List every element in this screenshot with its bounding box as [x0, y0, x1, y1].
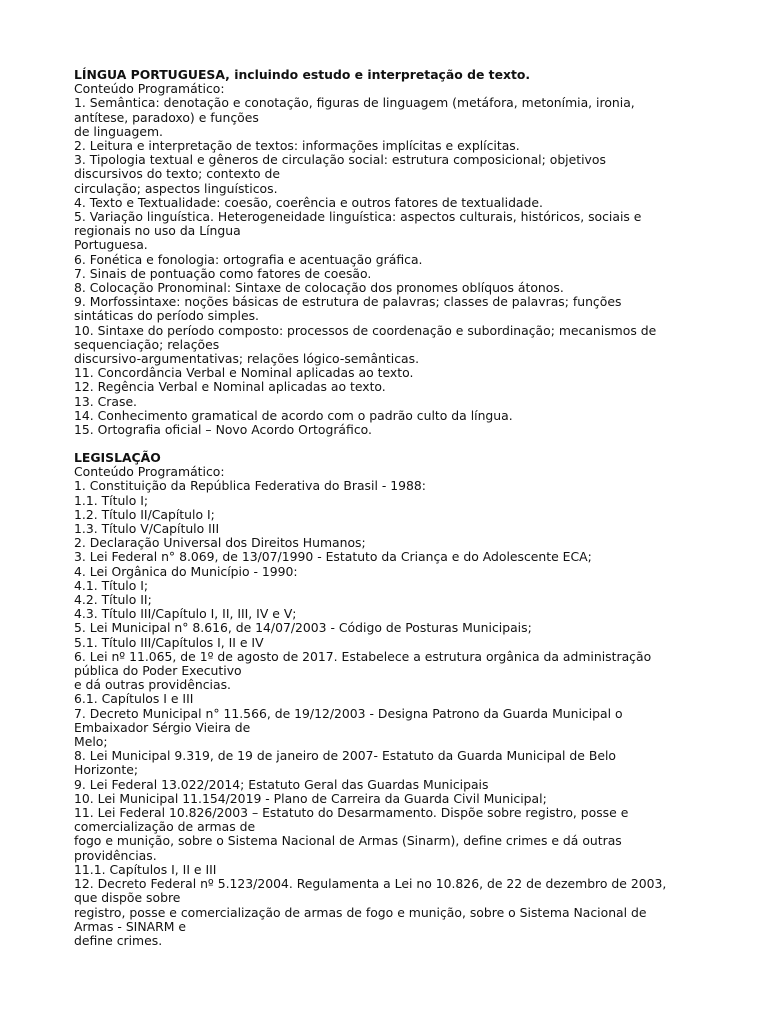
- text-line: Conteúdo Programático:: [74, 81, 225, 97]
- section-heading: LÍNGUA PORTUGUESA, incluindo estudo e interpretação de texto.: [74, 67, 531, 82]
- text-line: 1.2. Título II/Capítulo I;: [74, 506, 215, 522]
- text-line: 9. Lei Federal 13.022/2014; Estatuto Geral das Guardas Municipais: [74, 776, 489, 792]
- text-line: 6.1. Capítulos I e III: [74, 691, 194, 707]
- text-line: 1. Semântica: denotação e conotação, figuras de linguagem (metáfora, metonímia, ironia,: [74, 95, 635, 111]
- text-line: 8. Colocação Pronominal: Sintaxe de colocação dos pronomes oblíquos átonos.: [74, 280, 564, 296]
- text-line: Conteúdo Programático:: [74, 464, 225, 480]
- text-line: 3. Tipologia textual e gêneros de circulação social: estrutura composicional; objetivos: [74, 152, 606, 168]
- text-line: 11. Concordância Verbal e Nominal aplicadas ao texto.: [74, 365, 414, 381]
- text-line: 1.3. Título V/Capítulo III: [74, 521, 220, 537]
- text-line: 6. Fonética e fonologia: ortografia e acentuação gráfica.: [74, 251, 423, 267]
- text-line: 14. Conhecimento gramatical de acordo com o padrão culto da língua.: [74, 407, 513, 423]
- text-line: circulação; aspectos linguísticos.: [74, 180, 278, 196]
- text-line: 4.3. Título III/Capítulo I, II, III, IV e V;: [74, 606, 297, 622]
- text-line: Portuguesa.: [74, 237, 148, 253]
- text-line: providências.: [74, 847, 157, 863]
- text-line: 12. Decreto Federal nº 5.123/2004. Regulamenta a Lei no 10.826, de 22 de dezembro de 2003,: [74, 876, 667, 892]
- text-line: 4.2. Título II;: [74, 592, 152, 608]
- text-line: 1. Constituição da República Federativa do Brasil - 1988:: [74, 478, 426, 494]
- text-line: 5.1. Título III/Capítulos I, II e IV: [74, 634, 264, 650]
- text-line: de linguagem.: [74, 123, 163, 139]
- text-line: 6. Lei nº 11.065, de 1º de agosto de 2017. Estabelece a estrutura orgânica da administração: [74, 648, 652, 664]
- section-legislacao: [74, 451, 724, 948]
- text-line: 1.1. Título I;: [74, 492, 149, 508]
- text-line: fogo e munição, sobre o Sistema Nacional de Armas (Sinarm), define crimes e dá outras: [74, 833, 622, 849]
- text-line: sintáticas do período simples.: [74, 308, 259, 324]
- text-line: 11. Lei Federal 10.826/2003 – Estatuto do Desarmamento. Dispõe sobre registro, posse e: [74, 805, 629, 821]
- text-line: Melo;: [74, 734, 108, 750]
- text-line: Embaixador Sérgio Vieira de: [74, 719, 251, 735]
- text-line: discursivo-argumentativas; relações lógico-semânticas.: [74, 351, 420, 367]
- text-line: 5. Lei Municipal n° 8.616, de 14/07/2003 - Código de Posturas Municipais;: [74, 620, 532, 636]
- text-line: 7. Decreto Municipal n° 11.566, de 19/12/2003 - Designa Patrono da Guarda Municipal o: [74, 705, 623, 721]
- text-line: 9. Morfossintaxe: noções básicas de estrutura de palavras; classes de palavras; funções: [74, 294, 622, 310]
- text-line: Horizonte;: [74, 762, 139, 778]
- text-line: define crimes.: [74, 932, 163, 948]
- text-line: 7. Sinais de pontuação como fatores de coesão.: [74, 265, 372, 281]
- text-line: 4.1. Título I;: [74, 577, 149, 593]
- section-lingua-portuguesa: [74, 68, 724, 437]
- text-line: sequenciação; relações: [74, 336, 220, 352]
- text-line: 13. Crase.: [74, 393, 137, 409]
- text-line: 12. Regência Verbal e Nominal aplicadas ao texto.: [74, 379, 386, 395]
- section-heading: LEGISLAÇÃO: [74, 450, 161, 465]
- text-line: 4. Texto e Textualidade: coesão, coerência e outros fatores de textualidade.: [74, 194, 543, 210]
- text-line: 15. Ortografia oficial – Novo Acordo Ortográfico.: [74, 422, 372, 438]
- section-body: [74, 465, 724, 948]
- text-line: 4. Lei Orgânica do Município - 1990:: [74, 563, 298, 579]
- text-line: 10. Lei Municipal 11.154/2019 - Plano de Carreira da Guarda Civil Municipal;: [74, 790, 547, 806]
- text-line: 2. Declaração Universal dos Direitos Humanos;: [74, 535, 366, 551]
- text-line: registro, posse e comercialização de armas de fogo e munição, sobre o Sistema Nacional de: [74, 904, 647, 920]
- text-line: pública do Poder Executivo: [74, 663, 242, 679]
- text-line: 10. Sintaxe do período composto: processos de coordenação e subordinação; mecanismos de: [74, 322, 657, 338]
- text-line: comercialização de armas de: [74, 819, 256, 835]
- text-line: 2. Leitura e interpretação de textos: informações implícitas e explícitas.: [74, 138, 520, 154]
- text-line: 11.1. Capítulos I, II e III: [74, 861, 217, 877]
- text-line: 8. Lei Municipal 9.319, de 19 de janeiro de 2007- Estatuto da Guarda Municipal de Belo: [74, 748, 617, 764]
- text-line: 5. Variação linguística. Heterogeneidade linguística: aspectos culturais, históricos, sociais e: [74, 209, 642, 225]
- text-line: Armas - SINARM e: [74, 918, 186, 934]
- text-line: que dispõe sobre: [74, 890, 181, 906]
- text-line: regionais no uso da Língua: [74, 223, 241, 239]
- text-line: e dá outras providências.: [74, 677, 231, 693]
- text-line: antítese, paradoxo) e funções: [74, 109, 259, 125]
- text-line: 3. Lei Federal n° 8.069, de 13/07/1990 - Estatuto da Criança e do Adolescente ECA;: [74, 549, 592, 565]
- text-line: discursivos do texto; contexto de: [74, 166, 280, 182]
- section-body: [74, 82, 724, 437]
